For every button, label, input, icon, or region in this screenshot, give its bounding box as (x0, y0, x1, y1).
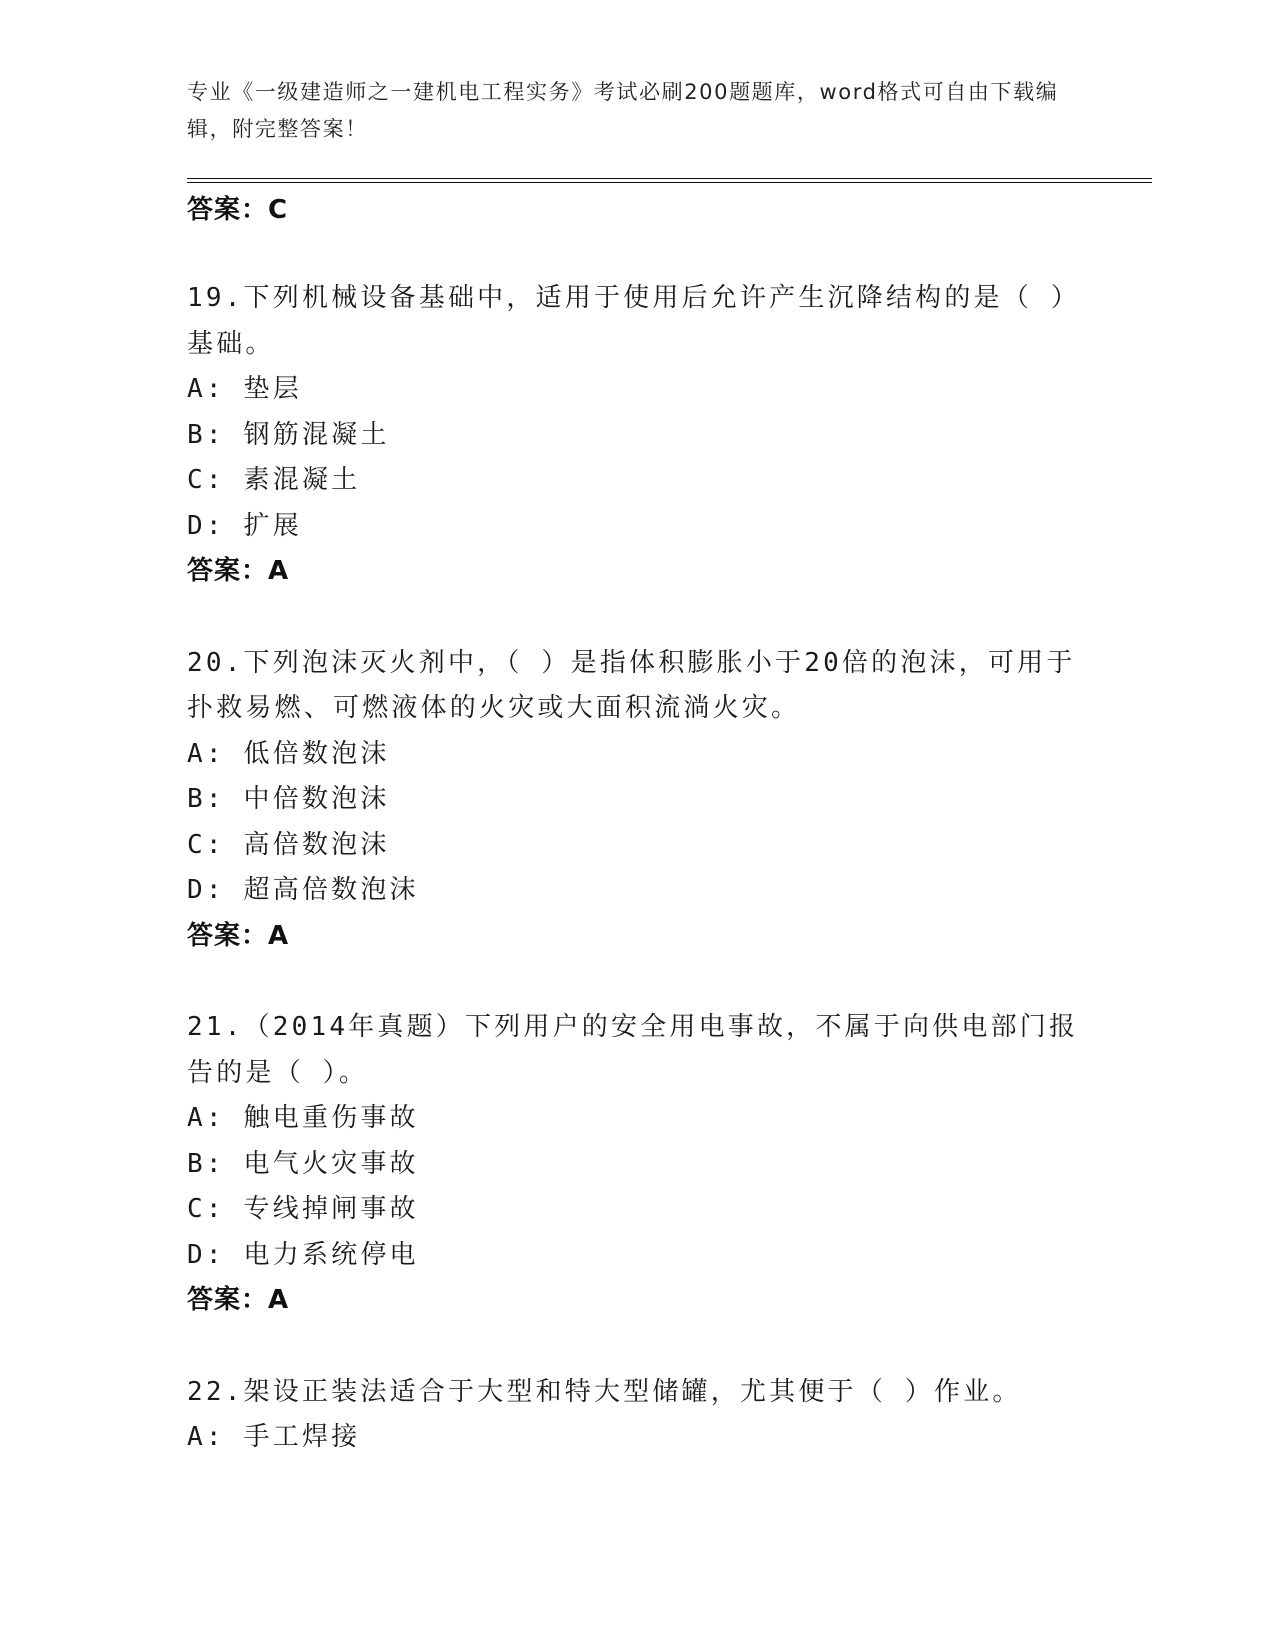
option-a: A: 低倍数泡沫 (187, 738, 390, 769)
option-d: D: 电力系统停电 (187, 1239, 419, 1270)
answer-line: 答案：A (187, 556, 290, 586)
answer-line: 答案：A (187, 920, 290, 951)
option-d: D: 超高倍数泡沫 (187, 875, 419, 905)
header-divider (187, 178, 1152, 183)
option-a: A: 触电重伤事故 (187, 1103, 419, 1133)
option-c: C: 高倍数泡沫 (187, 829, 390, 860)
question-stem: 21.（2014年真题）下列用户的安全用电事故，不属于向供电部门报告的是（ ）。 (187, 1012, 1079, 1088)
option-c: C: 素混凝土 (187, 465, 361, 495)
answer-line: 答案：A (187, 1285, 290, 1315)
option-b: B: 中倍数泡沫 (187, 784, 390, 814)
question-22 (187, 1370, 1087, 1461)
question-20 (187, 641, 1087, 960)
option-b: B: 电气火灾事故 (187, 1148, 419, 1179)
option-a: A: 垫层 (187, 374, 302, 404)
previous-answer: 答案：C (187, 195, 289, 225)
question-stem: 19.下列机械设备基础中，适用于使用后允许产生沉降结构的是（ ）基础。 (187, 283, 1081, 359)
document-page (187, 0, 1152, 1650)
question-list (187, 276, 1087, 1507)
question-stem: 22.架设正装法适合于大型和特大型储罐，尤其便于（ ）作业。 (187, 1376, 1022, 1407)
question-19 (187, 276, 1087, 595)
option-c: C: 专线掉闸事故 (187, 1194, 419, 1224)
option-a: A: 手工焊接 (187, 1422, 361, 1452)
option-d: D: 扩展 (187, 510, 302, 541)
document-header: 专业《一级建造师之一建机电工程实务》考试必刷200题题库，word格式可自由下载编辑，附完整答案！ (187, 80, 1059, 141)
option-b: B: 钢筋混凝土 (187, 419, 390, 450)
question-stem: 20.下列泡沫灭火剂中，（ ）是指体积膨胀小于20倍的泡沫，可用于扑救易燃、可燃液体的火灾或大面积流淌火灾。 (187, 647, 1076, 723)
question-21 (187, 1005, 1087, 1324)
